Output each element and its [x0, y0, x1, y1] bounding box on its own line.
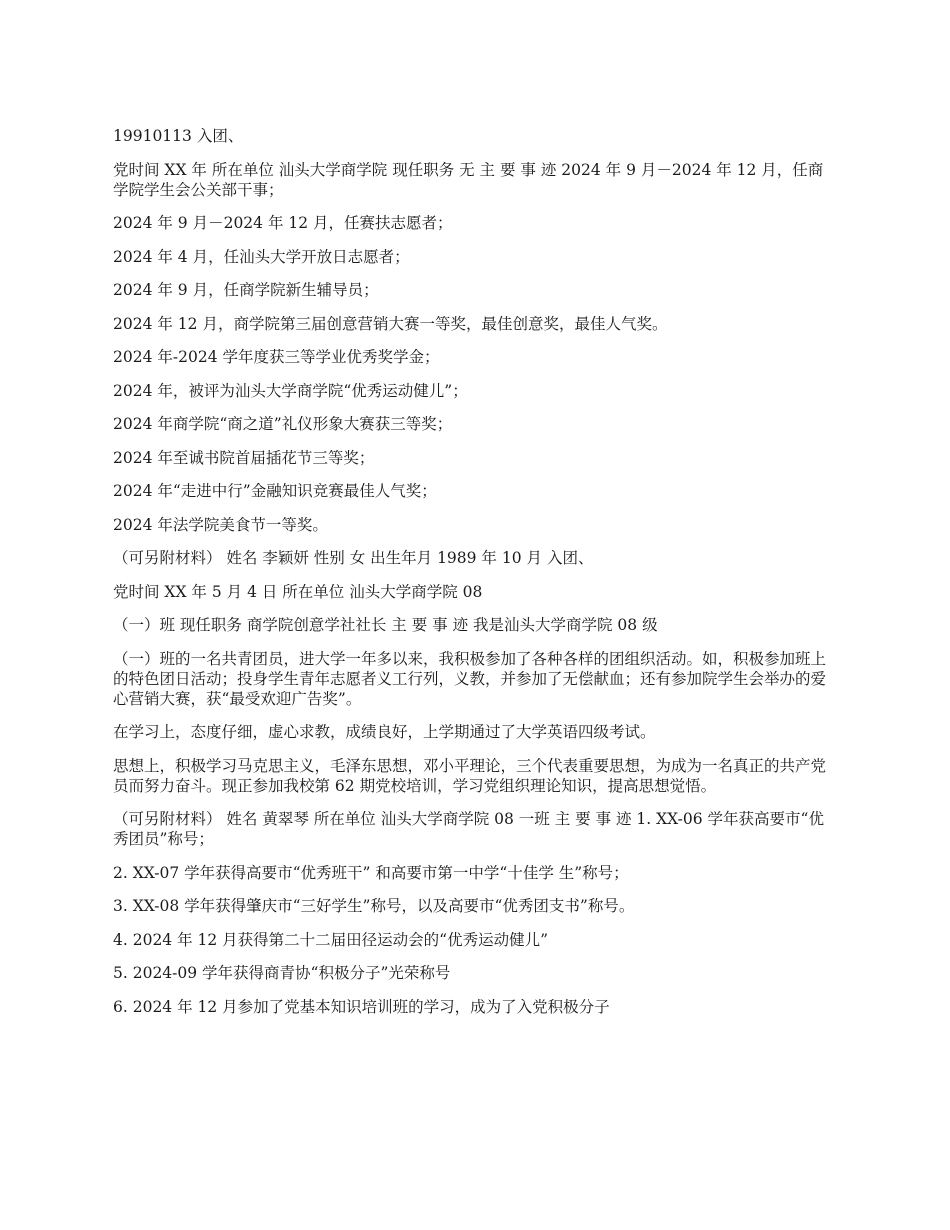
paragraph: 2024 年法学院美食节一等奖。: [113, 515, 328, 534]
paragraph: 2024 年 9 月，任商学院新生辅导员；: [113, 281, 379, 299]
paragraph: 3. XX-08 学年获得肇庆市“三好学生”称号，以及高要市“优秀团支书”称号。: [113, 897, 635, 915]
paragraph: 6. 2024 年 12 月参加了党基本知识培训班的学习，成为了入党积极分子: [113, 997, 610, 1016]
paragraph: 2024 年 9 月－2024 年 12 月，任赛扶志愿者；: [113, 214, 453, 232]
document-body: [113, 126, 838, 1030]
paragraph: （可另附材料） 姓名 黄翠琴 所在单位 汕头大学商学院 08 一班 主 要 事 迹 1. XX-06 学年获高要市“优秀团员”称号；: [113, 810, 824, 848]
paragraph: 5. 2024-09 学年获得商青协“积极分子”光荣称号: [113, 964, 451, 982]
paragraph: 19910113 入团、: [113, 127, 244, 145]
paragraph: 在学习上，态度仔细，虚心求教，成绩良好，上学期通过了大学英语四级考试。: [113, 723, 656, 741]
paragraph: （可另附材料） 姓名 李颖妍 性别 女 出生年月 1989 年 10 月 入团、: [113, 549, 594, 567]
paragraph: 4. 2024 年 12 月获得第二十二届田径运动会的“优秀运动健儿”: [113, 930, 549, 949]
paragraph: 2024 年，被评为汕头大学商学院“优秀运动健儿”；: [113, 381, 468, 400]
paragraph: 思想上，积极学习马克思主义，毛泽东思想，邓小平理论，三个代表重要思想，为成为一名真正的共产党员而努力奋斗。现正参加我校第 62 期党校培训，学习党组织理论知识，提高思想觉悟。: [113, 756, 827, 795]
paragraph: 2024 年-2024 学年度获三等学业优秀奖学金；: [113, 348, 440, 366]
paragraph: 党时间 XX 年 所在单位 汕头大学商学院 现任职务 无 主 要 事 迹 2024 年 9 月－2024 年 12 月，任商学院学生会公关部干事；: [113, 160, 824, 199]
paragraph: （一）班的一名共青团员，进大学一年多以来，我积极参加了各种各样的团组织活动。如，积极参加班上的特色团日活动；投身学生青年志愿者义工行列，义教，并参加了无偿献血；还有参加院学生会举办的爱心营销大赛，获“最受欢迎广告奖”。: [113, 649, 827, 708]
paragraph: 党时间 XX 年 5 月 4 日 所在单位 汕头大学商学院 08: [113, 582, 483, 601]
paragraph: 2024 年至诚书院首届插花节三等奖；: [113, 448, 375, 467]
paragraph: 2024 年 12 月，商学院第三届创意营销大赛一等奖，最佳创意奖，最佳人气奖。: [113, 314, 668, 333]
paragraph: （一）班 现任职务 商学院创意学社社长 主 要 事 迹 我是汕头大学商学院 08 级: [113, 616, 658, 634]
paragraph: 2024 年商学院“商之道”礼仪形象大赛获三等奖；: [113, 415, 453, 433]
paragraph: 2. XX-07 学年获得高要市“优秀班干” 和高要市第一中学“十佳学 生”称号；: [113, 863, 629, 882]
paragraph: 2024 年 4 月，任汕头大学开放日志愿者；: [113, 247, 410, 266]
paragraph: 2024 年“走进中行”金融知识竞赛最佳人气奖；: [113, 482, 437, 500]
